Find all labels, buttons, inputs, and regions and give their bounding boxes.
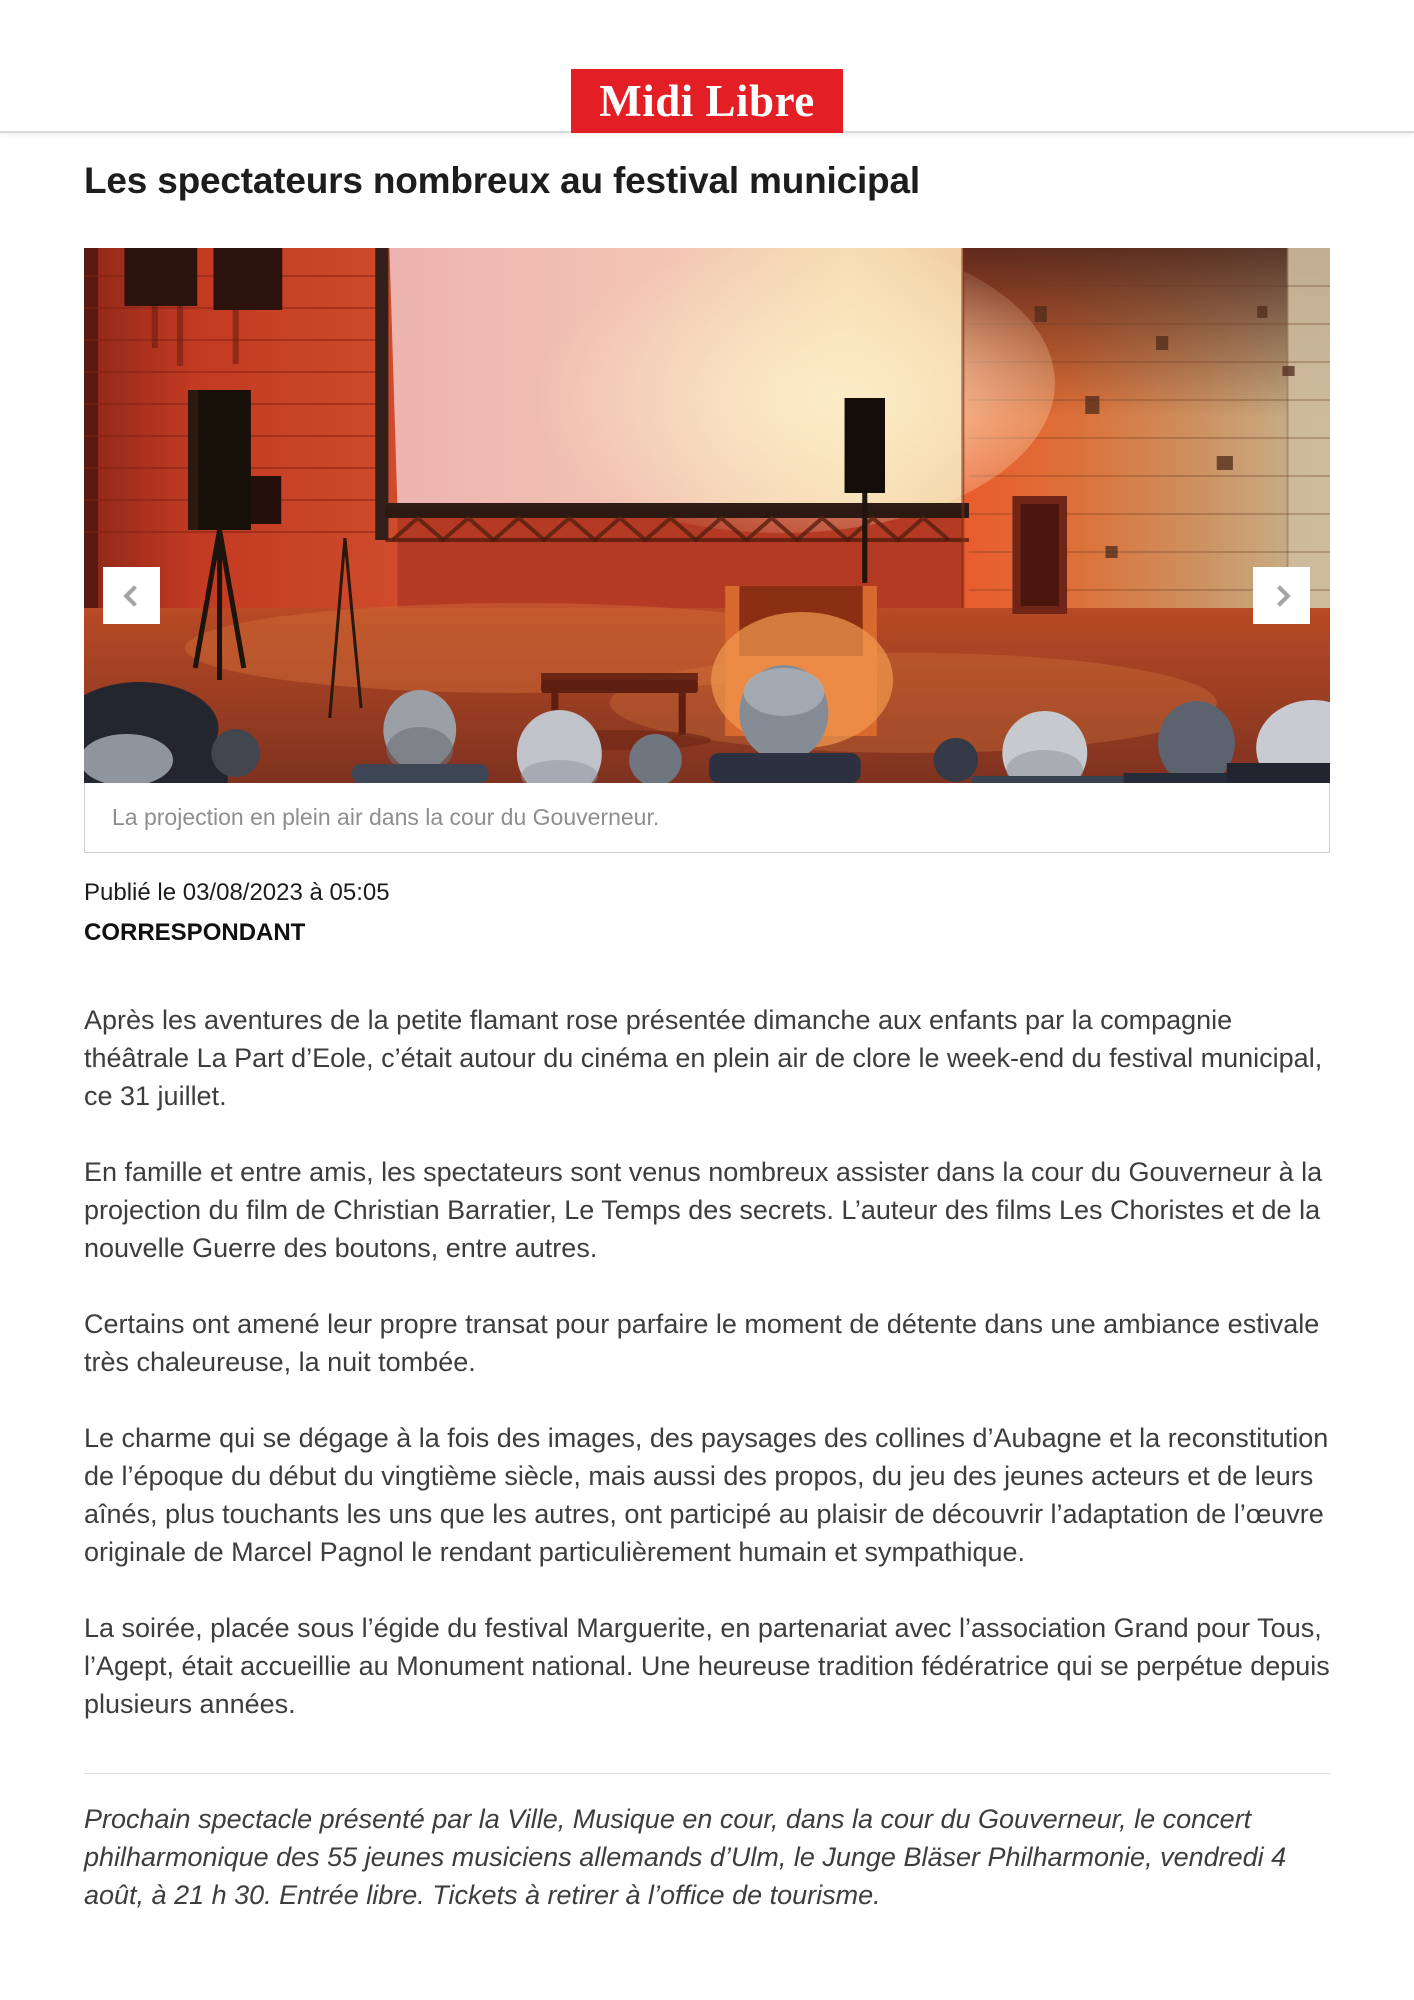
photo-caption (84, 783, 1330, 853)
section-divider (84, 1773, 1330, 1774)
article-headline: Les spectateurs nombreux au festival municipal (84, 160, 920, 201)
closing-paragraph: Prochain spectacle présenté par la Ville, Musique en cour, dans la cour du Gouverneur, le concert philharmonique des 55 jeunes musiciens allemands d’Ulm, le Junge Bläser Philharmonie, vendredi 4 août, à 21 h 30. Entrée libre. Tickets à retirer à l’office de tourisme. (84, 1804, 1287, 1910)
carousel-next-button[interactable] (1253, 567, 1310, 624)
article-meta (84, 879, 1330, 947)
photo-carousel (84, 248, 1330, 783)
paragraph: En famille et entre amis, les spectateurs sont venus nombreux assister dans la cour du Gouverneur à la projection du film de Christian Barratier, Le Temps des secrets. L’auteur des films Les Choristes et de la nouvelle Guerre des boutons, entre autres. (84, 1157, 1323, 1263)
site-logo[interactable]: Midi Libre (571, 69, 843, 133)
chevron-right-icon (1268, 582, 1296, 610)
paragraph: Après les aventures de la petite flamant rose présentée dimanche aux enfants par la compagnie théâtrale La Part d’Eole, c’était autour du cinéma en plein air de clore le week-end du festival municipal, ce 31 juillet. (84, 1005, 1323, 1111)
paragraph: Le charme qui se dégage à la fois des images, des paysages des collines d’Aubagne et la reconstitution de l’époque du début du vingtième siècle, mais aussi des propos, du jeu des jeunes acteurs et de leurs aînés, plus touchants les uns que les autres, ont participé au plaisir de découvrir l’adaptation de l’œuvre originale de Marcel Pagnol le rendant particulièrement humain et sympathique. (84, 1423, 1329, 1567)
article-content (0, 158, 1414, 1914)
chevron-left-icon (118, 582, 146, 610)
published-date: Publié le 03/08/2023 à 05:05 (84, 879, 390, 906)
site-header (0, 0, 1414, 133)
paragraph: La soirée, placée sous l’égide du festival Marguerite, en partenariat avec l’association Grand pour Tous, l’Agept, était accueillie au Monument national. Une heureuse tradition fédératrice qui se perpétue depuis plusieurs années. (84, 1613, 1330, 1719)
article-media (84, 248, 1330, 853)
photo-caption-text: La projection en plein air dans la cour du Gouverneur. (112, 804, 660, 830)
article-photo (84, 248, 1330, 783)
author-label: CORRESPONDANT (84, 919, 306, 946)
paragraph: Certains ont amené leur propre transat pour parfaire le moment de détente dans une ambiance estivale très chaleureuse, la nuit tombée. (84, 1309, 1320, 1377)
carousel-prev-button[interactable] (103, 567, 160, 624)
article-body (84, 1001, 1330, 1914)
